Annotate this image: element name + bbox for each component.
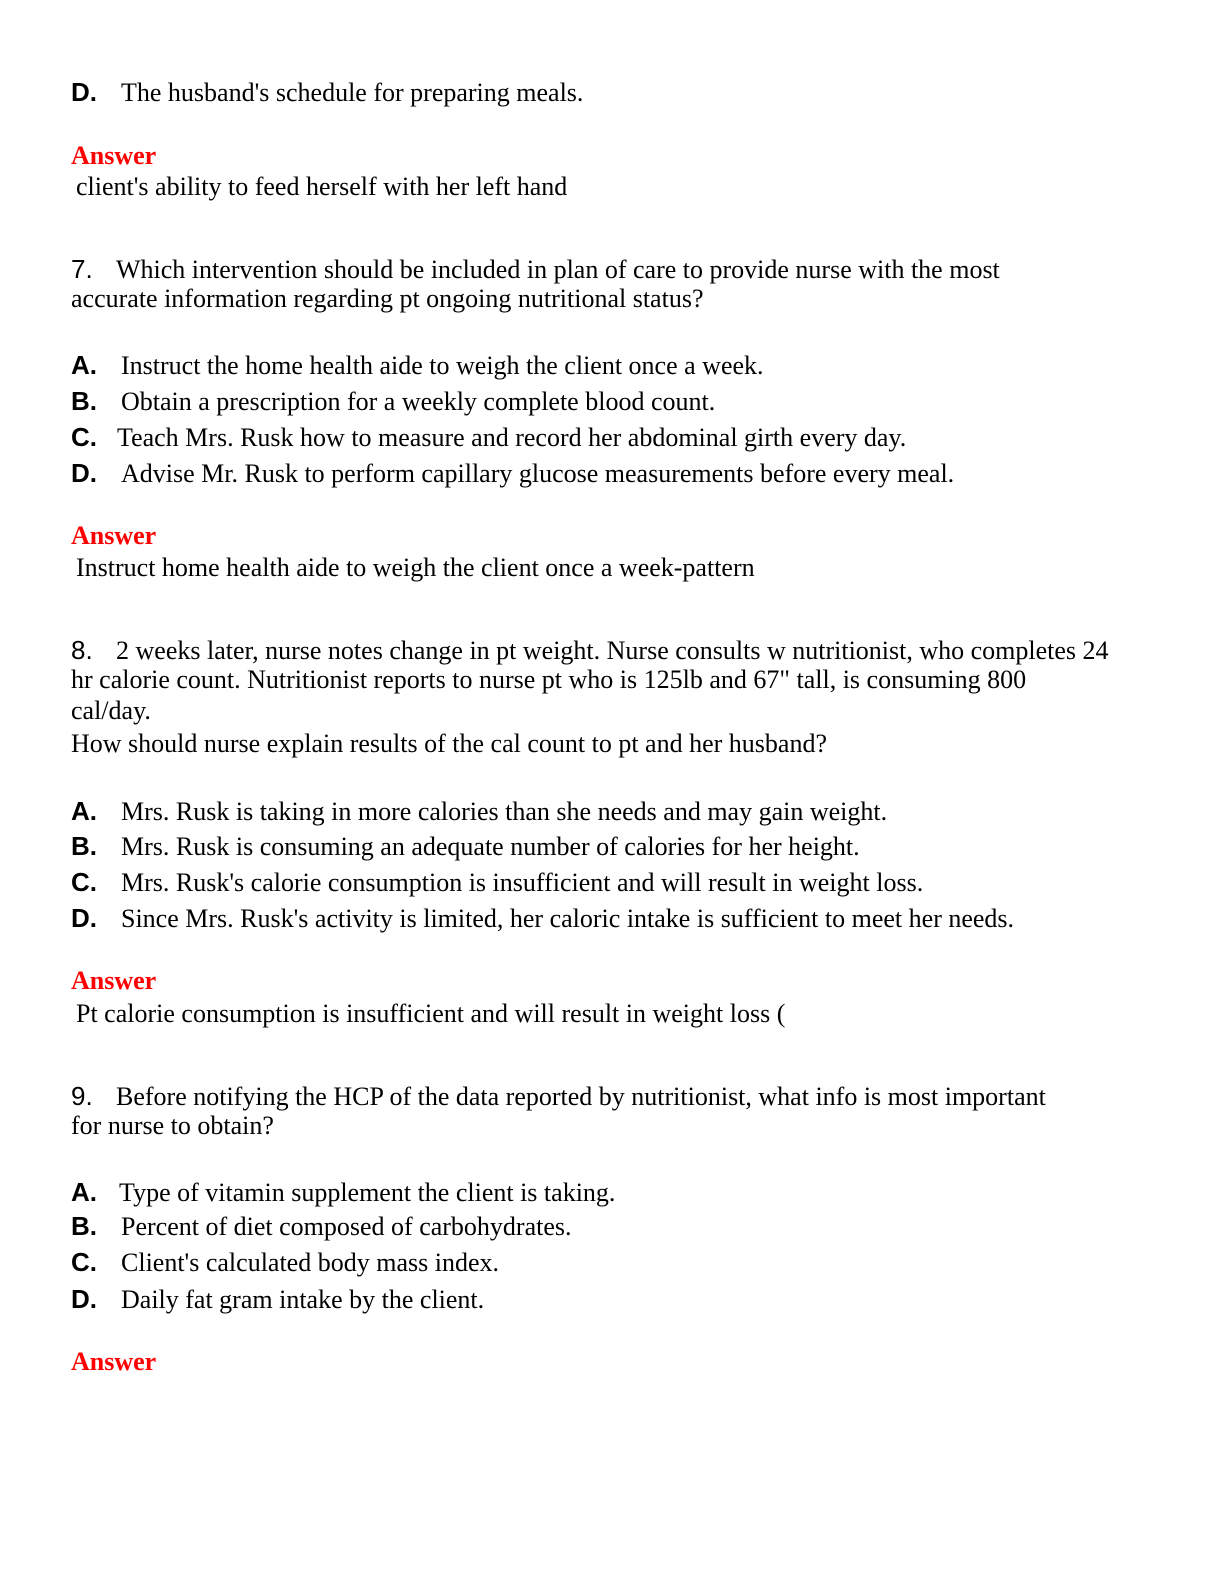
q7-option-a <box>71 350 764 381</box>
option-letter: C. <box>71 422 97 452</box>
option-text: Mrs. Rusk's calorie consumption is insufficient and will result in weight loss. <box>121 868 924 897</box>
q7-option-b <box>71 386 715 417</box>
q8-stem-line-2: hr calorie count. Nutritionist reports to nurse pt who is 125lb and 67" tall, is consuming 800 <box>71 665 1027 694</box>
q8-option-a <box>71 796 887 827</box>
q7-answer-text: Instruct home health aide to weigh the client once a week-pattern <box>76 553 755 582</box>
q8-stem-line-4: How should nurse explain results of the cal count to pt and her husband? <box>71 729 827 758</box>
q8-stem-line-1 <box>71 635 1109 666</box>
option-letter: A. <box>71 1177 97 1207</box>
q7-stem-line-1 <box>71 254 1000 285</box>
q8-answer-text: Pt calorie consumption is insufficient and will result in weight loss ( <box>76 999 786 1028</box>
q8-number: 8. <box>71 635 93 665</box>
option-text: The husband's schedule for preparing meals. <box>121 78 584 107</box>
option-letter: B. <box>71 1211 97 1241</box>
prev-option-d <box>71 77 583 108</box>
option-letter: C. <box>71 1247 97 1277</box>
option-text: Percent of diet composed of carbohydrates. <box>121 1212 572 1241</box>
q8-stem-line-3: cal/day. <box>71 696 151 725</box>
option-letter: D. <box>71 458 97 488</box>
q9-stem-text: Before notifying the HCP of the data reported by nutritionist, what info is most important <box>116 1082 1046 1111</box>
option-text: Client's calculated body mass index. <box>121 1248 499 1277</box>
q7-stem-line-2: accurate information regarding pt ongoing nutritional status? <box>71 284 704 313</box>
option-letter: D. <box>71 903 97 933</box>
option-letter: D. <box>71 1284 97 1314</box>
q8-option-c <box>71 867 923 898</box>
q8-answer-label: Answer <box>71 966 157 995</box>
option-letter: B. <box>71 831 97 861</box>
option-text: Advise Mr. Rusk to perform capillary glucose measurements before every meal. <box>121 459 955 488</box>
q9-stem-line-2: for nurse to obtain? <box>71 1111 274 1140</box>
q9-option-b <box>71 1211 572 1242</box>
option-text: Since Mrs. Rusk's activity is limited, her caloric intake is sufficient to meet her needs. <box>121 904 1015 933</box>
q7-option-c <box>71 422 906 453</box>
option-letter: C. <box>71 867 97 897</box>
q7-option-d <box>71 458 954 489</box>
q8-option-d <box>71 903 1014 934</box>
option-letter: D. <box>71 77 97 107</box>
q8-option-b <box>71 831 860 862</box>
option-letter: A. <box>71 350 97 380</box>
q7-stem-text: Which intervention should be included in plan of care to provide nurse with the most <box>116 255 1000 284</box>
option-letter: B. <box>71 386 97 416</box>
prev-answer-text: client's ability to feed herself with her left hand <box>76 172 568 201</box>
q9-option-c <box>71 1247 499 1278</box>
q9-stem-line-1 <box>71 1081 1046 1112</box>
q9-option-a <box>71 1177 615 1208</box>
q7-answer-label: Answer <box>71 521 157 550</box>
option-text: Daily fat gram intake by the client. <box>121 1285 485 1314</box>
option-text: Instruct the home health aide to weigh the client once a week. <box>121 351 764 380</box>
q9-answer-label: Answer <box>71 1347 157 1376</box>
option-text: Mrs. Rusk is consuming an adequate number of calories for her height. <box>121 832 860 861</box>
q7-number: 7. <box>71 254 93 284</box>
q9-number: 9. <box>71 1081 93 1111</box>
option-text: Mrs. Rusk is taking in more calories than she needs and may gain weight. <box>121 797 888 826</box>
option-text: Obtain a prescription for a weekly complete blood count. <box>121 387 716 416</box>
option-text: Type of vitamin supplement the client is taking. <box>119 1178 616 1207</box>
prev-answer-label: Answer <box>71 141 157 170</box>
q8-stem-text: 2 weeks later, nurse notes change in pt weight. Nurse consults w nutritionist, who completes 24 <box>116 636 1109 665</box>
option-letter: A. <box>71 796 97 826</box>
q9-option-d <box>71 1284 484 1315</box>
option-text: Teach Mrs. Rusk how to measure and record her abdominal girth every day. <box>117 423 907 452</box>
